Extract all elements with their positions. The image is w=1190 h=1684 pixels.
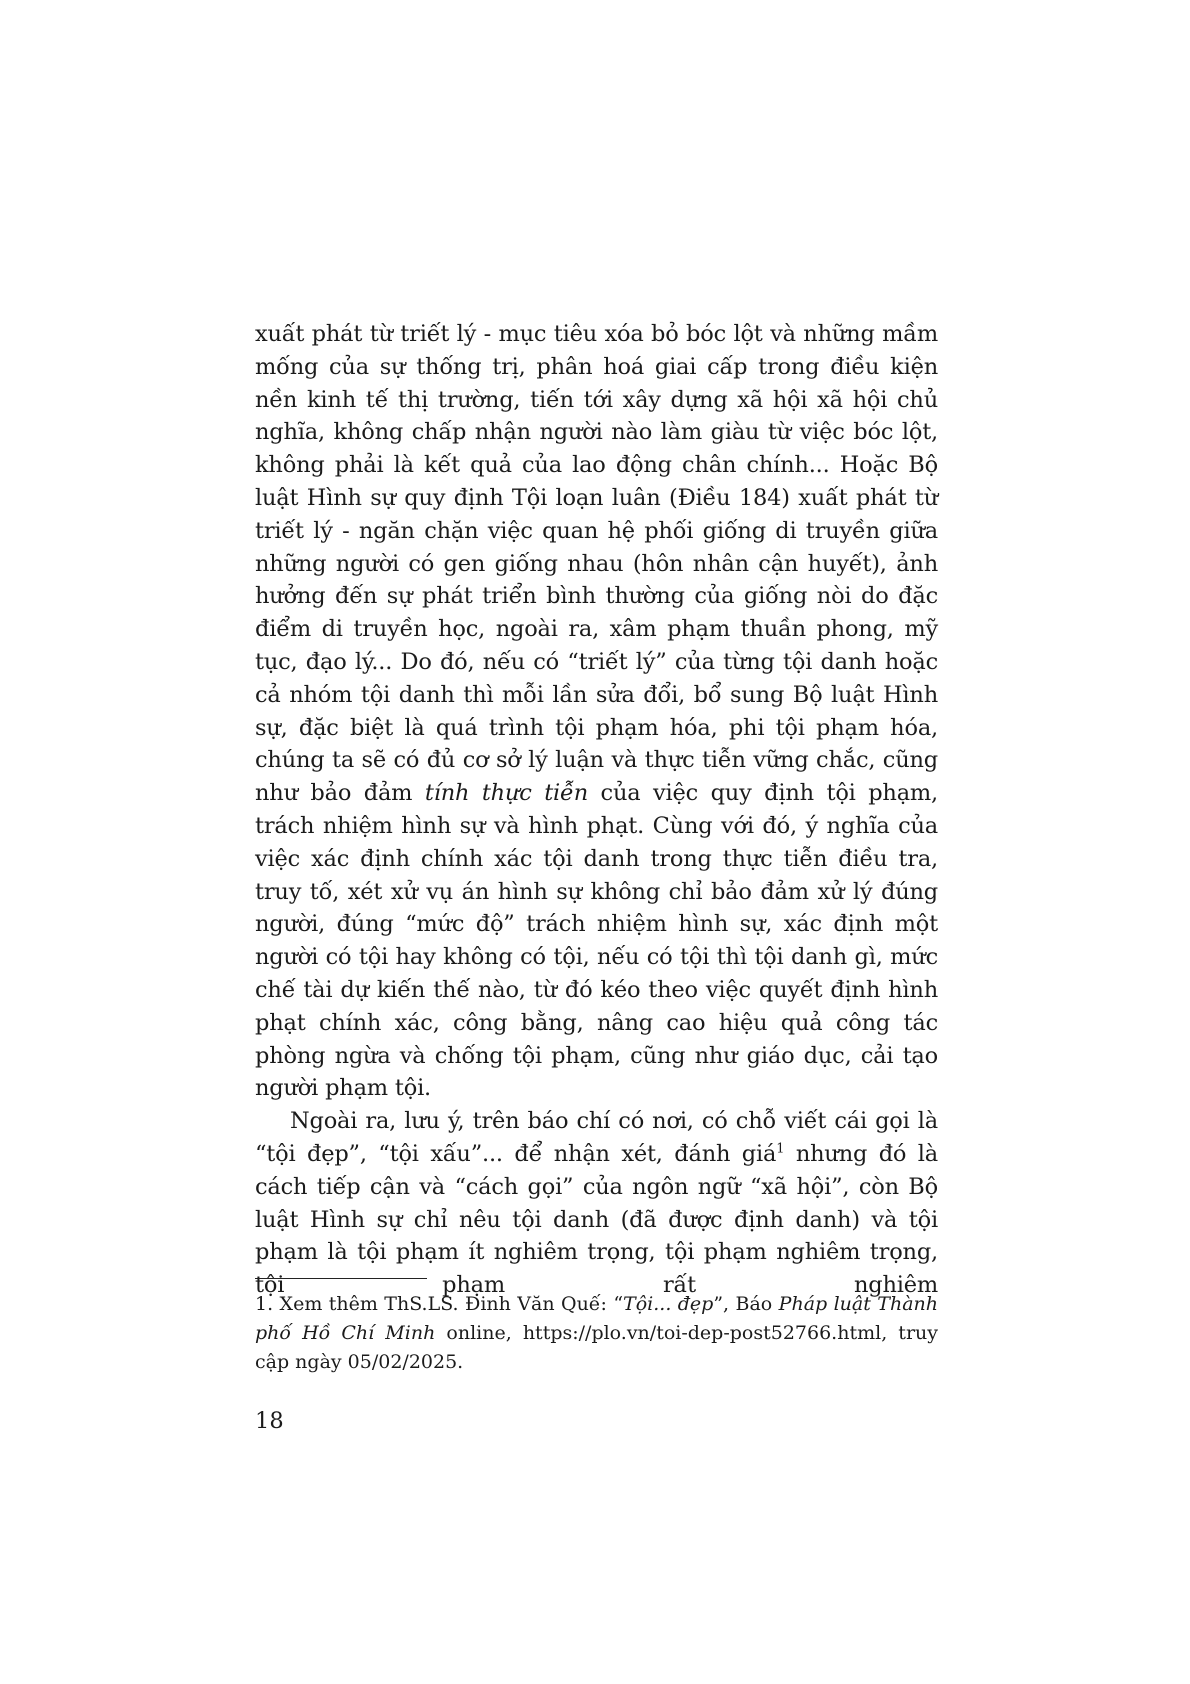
paragraph-1-text-a: xuất phát từ triết lý - mục tiêu xóa bỏ bóc lột và những mầm mống của sự thống trị, phân hoá giai cấp trong điều kiện nền kinh tế thị trường, tiến tới xây dựng xã hội xã hội chủ nghĩa, không chấp nhận người nào làm giàu từ việc bóc lột, không phải là kết quả của lao động chân chính... Hoặc Bộ luật Hình sự quy định Tội loạn luân (Điều 184) xuất phát từ triết lý - ngăn chặn việc quan hệ phối giống di truyền giữa những người có gen giống nhau (hôn nhân cận huyết), ảnh hưởng đến sự phát triển bình thường của giống nòi do đặc điểm di truyền học, ngoài ra, xâm phạm thuần phong, mỹ tục, đạo lý... Do đó, nếu có “triết lý” của từng tội danh hoặc cả nhóm tội danh thì mỗi lần sửa đổi, bổ sung Bộ luật Hình sự, đặc biệt là quá trình tội phạm hóa, phi tội phạm hóa, chúng ta sẽ có đủ cơ sở lý luận và thực tiễn vững chắc, cũng như bảo đảm: [255, 321, 938, 807]
footnote-source: Pháp luật Thành phố Hồ Chí Minh: [255, 1293, 939, 1344]
paragraph-1-text-b: của việc quy định tội phạm, trách nhiệm hình sự và hình phạt. Cùng với đó, ý nghĩa của việc xác định chính xác tội danh trong thực tiễn điều tra, truy tố, xét xử vụ án hình sự không chỉ bảo đảm xử lý đúng người, đúng “mức độ” trách nhiệm hình sự, xác định một người có tội hay không có tội, nếu có tội thì tội danh gì, mức chế tài dự kiến thế nào, từ đó kéo theo việc quyết định hình phạt chính xác, công bằng, nâng cao hiệu quả công tác phòng ngừa và chống tội phạm, cũng như giáo dục, cải tạo người phạm tội.: [255, 780, 939, 1102]
footnote-article-title: Tội... đẹp: [623, 1293, 714, 1315]
paragraph-2: [255, 1105, 938, 1302]
main-text: [255, 318, 938, 1302]
footnote-reference[interactable]: 1: [776, 1141, 785, 1157]
footnote-mid: ”, Báo: [713, 1293, 773, 1315]
footnote-divider: [255, 1278, 427, 1279]
footnote-suffix: online, https://plo.vn/toi-dep-post52766.html, truy cập ngày 05/02/2025.: [255, 1322, 938, 1373]
paragraph-1-italic: tính thực tiễn: [424, 780, 588, 807]
footnote-1: [255, 1290, 938, 1377]
paragraph-2-text-a: Ngoài ra, lưu ý, trên báo chí có nơi, có chỗ viết cái gọi là “tội đẹp”, “tội xấu”... để nhận xét, đánh giá: [255, 1108, 938, 1167]
paragraph-1: [255, 318, 938, 1105]
paragraph-2-text-b: nhưng đó là cách tiếp cận và “cách gọi” của ngôn ngữ “xã hội”, còn Bộ luật Hình sự chỉ nêu tội danh (đã được định danh) và tội phạm là tội phạm ít nghiêm trọng, tội phạm nghiêm trọng, tội phạm rất nghiêm: [255, 1140, 939, 1299]
footnote-prefix: 1. Xem thêm ThS.LS. Đinh Văn Quế: “: [255, 1293, 624, 1315]
page-number: 18: [255, 1408, 284, 1434]
